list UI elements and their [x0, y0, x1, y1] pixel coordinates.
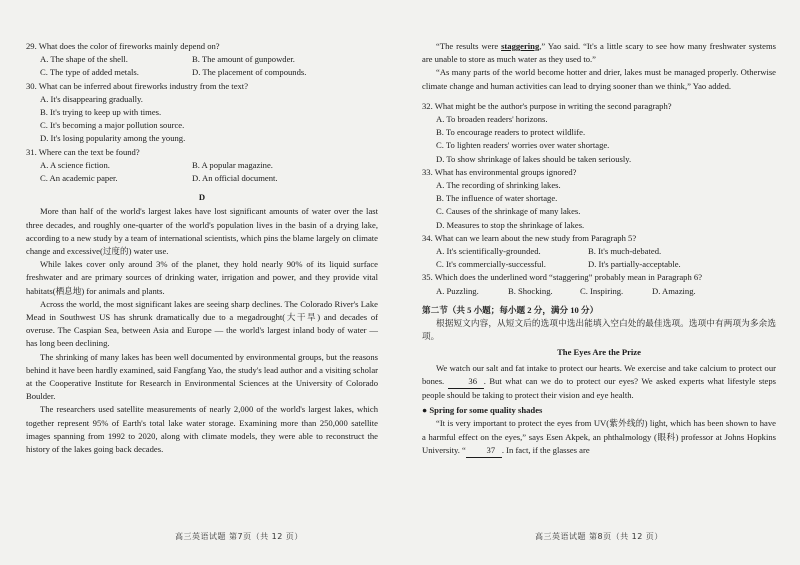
- question-option: B. To encourage readers to protect wildlife.: [436, 127, 586, 138]
- eyes-paragraph-2: [422, 417, 776, 458]
- question-stem: 30. What can be inferred about fireworks industry from the text?: [26, 80, 249, 91]
- question-option: C. To lighten readers' worries over water shortage.: [436, 140, 610, 151]
- section-instructions: 根据短文内容，从短文后的选项中选出能填入空白处的最佳选项。选项中有两项为多余选项。: [422, 318, 776, 342]
- right-questions: [422, 100, 776, 298]
- question-stem: 29. What does the color of fireworks mainly depend on?: [26, 41, 220, 51]
- question-option: D. To show shrinkage of lakes should be taken seriously.: [436, 153, 632, 164]
- question-stem: 33. What has environmental groups ignored?: [422, 166, 577, 177]
- passage-d-paragraph: While lakes cover only around 3% of the planet, they hold nearly 90% of its liquid surface freshwater and are primary sources of drinking water, irrigation and power, and they provide vital habitats(栖息地) for animals and plants.: [26, 259, 378, 296]
- section-heading: 第二节（共 5 小题；每小题 2 分，满分 10 分）: [422, 304, 599, 315]
- question-stem: 35. Which does the underlined word “staggering” probably mean in Paragraph 6?: [422, 272, 703, 283]
- eyes-p1-a: We watch our salt and fat intake to protect our hearts. We exercise and take calcium to protect our bones.: [422, 362, 776, 386]
- quote1-pre: “The results were: [436, 41, 502, 51]
- eyes-p2-a: “It is very important to protect the eyes from UV(紫外线的) light, which has been shown to have a harmful effect on the eyes,” says Esen Akpek, an phthalmology (眼科) professor at Johns Hopkins University. “: [422, 418, 776, 455]
- underlined-word-staggering: staggering: [501, 41, 540, 51]
- question-option: B. Shocking.: [508, 285, 553, 296]
- question-option: C. Causes of the shrinkage of many lakes.: [436, 206, 581, 217]
- option-row: [26, 159, 378, 172]
- question-option: A. The shape of the shell.: [40, 54, 128, 65]
- question-option: B. The amount of gunpowder.: [192, 54, 295, 65]
- passage-eyes-title: The Eyes Are the Prize: [557, 347, 641, 358]
- quote1-post: ,” Yao said. “It's a little scary to see how many freshwater systems are unable to store as much water as they used to.”: [422, 41, 776, 65]
- option-row: [26, 53, 378, 66]
- left-questions: [26, 40, 378, 185]
- question-option: A. It's scientifically-grounded.: [436, 246, 541, 257]
- question-option: B. It's much-debated.: [588, 246, 662, 257]
- right-page-footer: 高三英语试题 第8页（共 12 页）: [535, 531, 663, 541]
- question-option: B. The influence of water shortage.: [436, 193, 558, 204]
- option-row: [422, 258, 776, 271]
- eyes-paragraph-1: [422, 362, 776, 403]
- blank-36: 36: [448, 375, 484, 389]
- question-option: D. The placement of compounds.: [192, 67, 307, 78]
- passage-d-title: D: [198, 192, 206, 203]
- question-option: A. It's disappearing gradually.: [40, 93, 143, 104]
- option-row: [26, 66, 378, 79]
- passage-d-paragraph: Across the world, the most significant lakes are seeing sharp declines. The Colorado River's Lake Mead in Southwest US has shrunk dramatically due to a megadrought(大干旱) and decades of overuse. The Caspian Sea, between Asia and Europe — the world's largest inland body of water — has long been declining.: [26, 298, 378, 349]
- option-row: [26, 172, 378, 185]
- question-option: C. Inspiring.: [580, 285, 624, 296]
- passage-d-body: [26, 205, 378, 456]
- right-page: [400, 0, 800, 565]
- question-option: C. It's becoming a major pollution source.: [40, 120, 185, 131]
- question-option: D. It's partially-acceptable.: [588, 259, 681, 270]
- question-stem: 31. Where can the text be found?: [26, 146, 140, 157]
- question-option: C. The type of added metals.: [40, 67, 139, 78]
- question-option: A. To broaden readers' horizons.: [436, 114, 548, 125]
- question-option: A. The recording of shrinking lakes.: [436, 180, 561, 191]
- question-option: A. A science fiction.: [40, 159, 110, 170]
- eyes-p1-b: . But what can we do to protect our eyes? We asked experts what lifestyle steps people should be taking to protect their vision and eye health.: [422, 375, 776, 401]
- eyes-p2-b: . In fact, if the glasses are: [501, 444, 590, 455]
- question-option: C. It's commercially-successful.: [436, 259, 546, 270]
- question-option: B. A popular magazine.: [192, 159, 273, 170]
- question-option: B. It's trying to keep up with times.: [40, 107, 162, 118]
- question-stem: 34. What can we learn about the new study from Paragraph 5?: [422, 232, 637, 243]
- question-option: D. Amazing.: [652, 285, 696, 296]
- subheading-quality-shades: ● Spring for some quality shades: [422, 405, 543, 416]
- passage-d-paragraph: The researchers used satellite measurements of nearly 2,000 of the world's largest lakes, which together represent 95% of Earth's total lake water storage. Examining more than 250,000 satellite images spanning from 1992 to 2020, along with climate models, they were able to reconstruct the history of the lakes going back decades.: [26, 404, 378, 455]
- question-stem: 32. What might be the author's purpose in writing the second paragraph?: [422, 100, 672, 111]
- quote-paragraph-2: “As many parts of the world become hotter and drier, lakes must be managed properly. Otherwise climate change and human activities can lead to drying sooner than we think,” Yao added.: [422, 67, 776, 91]
- question-option: A. Puzzling.: [436, 285, 479, 296]
- option-row: [422, 245, 776, 258]
- quote-paragraph-1: [422, 40, 776, 66]
- question-option: D. It's losing popularity among the young.: [40, 133, 186, 144]
- option-row: [422, 285, 776, 298]
- left-page-footer: 高三英语试题 第7页（共 12 页）: [175, 531, 303, 541]
- passage-d-paragraph: More than half of the world's largest lakes have lost significant amounts of water over the last three decades, and roughly one-quarter of the world's population lives in the basin of a drying lake, according to a new study by a team of international scientists, which pins the blame largely on climate change and excessive(过度的) water use.: [26, 206, 378, 257]
- question-option: D. An official document.: [192, 173, 278, 184]
- question-option: D. Measures to stop the shrinkage of lakes.: [436, 219, 585, 230]
- blank-37: 37: [466, 444, 502, 458]
- question-option: C. An academic paper.: [40, 173, 118, 184]
- passage-d-paragraph: The shrinking of many lakes has been well documented by environmental groups, but the reasons behind it have been hardly examined, said Fangfang Yao, the study's lead author and a visiting scholar at the Cooperative Institute for Research in Environmental Sciences at the University of Colorado Boulder.: [26, 351, 378, 402]
